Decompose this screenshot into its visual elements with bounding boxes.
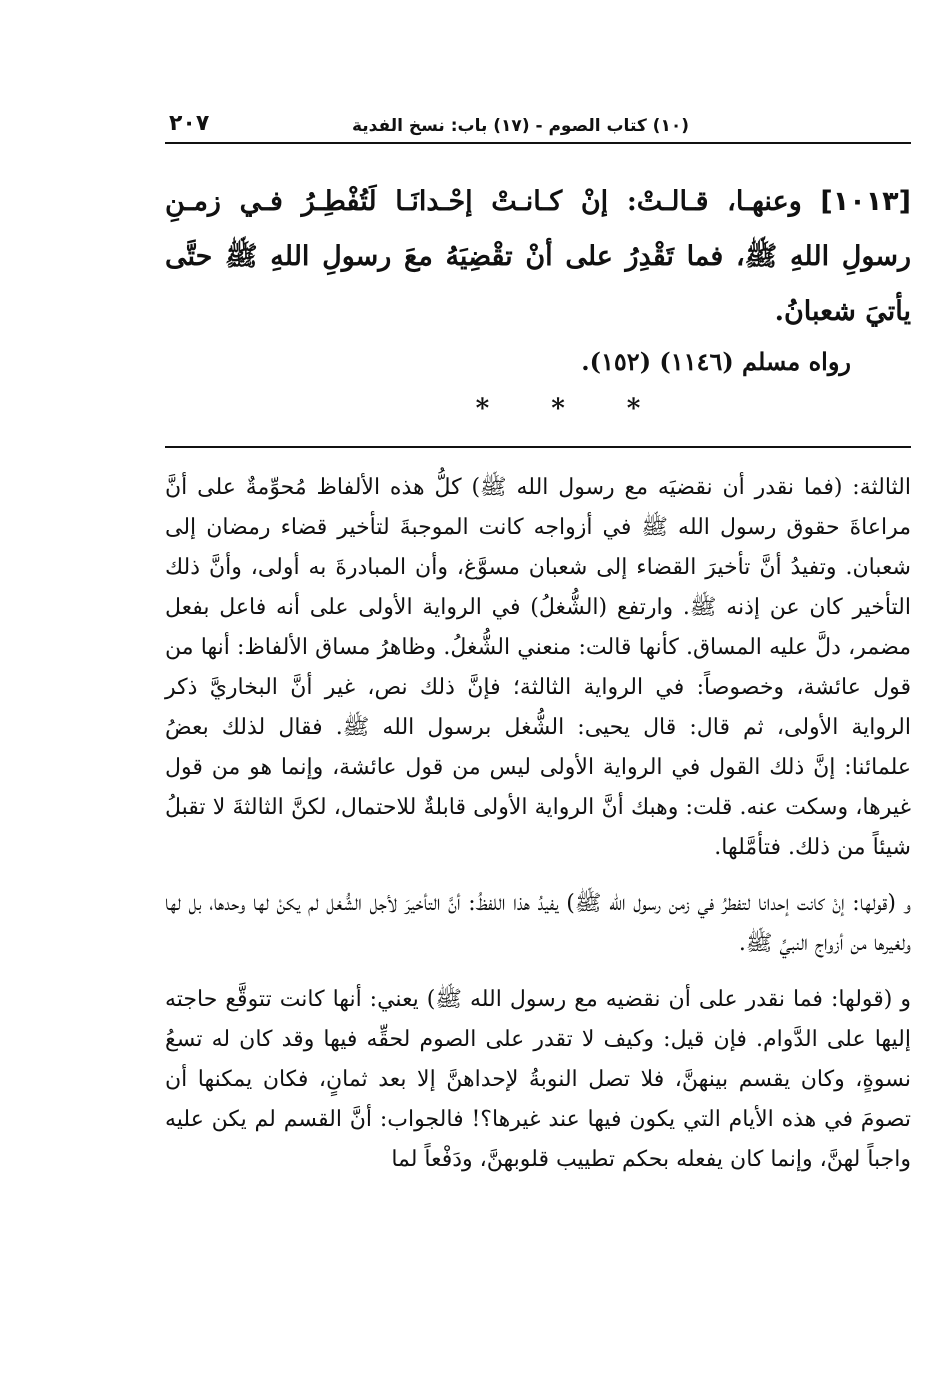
page-header <box>165 100 911 144</box>
hadith-number: [١٠١٣] <box>820 186 911 217</box>
commentary-paragraph: و (قولها: فما نقدر على أن نقضيه مع رسول الله ﷺ) يعني: أنها كانت تتوقَّع حاجته إليها على الدَّوام. فإن قيل: وكيف لا تقدر على الصوم لحقِّه فيها وقد كان له تسعُ نسوةٍ، وكان يقسم بينهنَّ، فلا تصل النوبةُ لإحداهنَّ إلا بعد ثمانٍ، فكان يمكنها أن تصومَ في هذه الأيام التي يكون فيها عند غيرها؟! فالجواب: أنَّ القسم لم يكن عليه واجباً لهنَّ، وإنما كان يفعله بحكم تطييب قلوبهنَّ، ودَفْعاً لما <box>165 987 911 1172</box>
commentary-paragraph: و (قولها: إنْ كانت إحدانا لتفطرُ في زمن رسول الله ﷺ) يفيدُ هذا اللفظُ: أنَّ التأخيرَ لأجل الشُّغل لم يكنْ لها وحدها، بل لها ولغيرها من أزواج النبيِّ ﷺ. <box>165 891 911 956</box>
running-title: (١٠) كتاب الصوم - (١٧) باب: نسخ الفدية <box>351 116 689 136</box>
separator-star: * <box>475 394 490 424</box>
commentary-block <box>165 468 911 1180</box>
hadith-text: وعنهـا، قـالـتْ: إنْ كـانـتْ إحْـدانَـا لَتُفْطِـرُ فـي زمـنِ رسولِ اللهِ ﷺ، فما تَقْدِرُ على أنْ تقْضِيَهُ معَ رسولِ اللهِ ﷺ حتَّى يأتيَ شعبانُ. <box>165 186 911 327</box>
section-separator <box>165 394 911 424</box>
page-number: ٢٠٧ <box>169 111 210 136</box>
book-page <box>165 100 911 1360</box>
commentary-paragraph: الثالثة: (فما نقدر أن نقضيَه مع رسول الله ﷺ) كلُّ هذه الألفاظ مُحوِّمةٌ على أنَّ مراعاةَ حقوق رسول الله ﷺ في أزواجه كانت الموجبةَ لتأخير قضاء رمضان إلى شعبان. وتفيدُ أنَّ تأخيرَ القضاء إلى شعبان مسوَّغ، وأن المبادرةَ به أولى، وأنَّ ذلك التأخير كان عن إذنه ﷺ. وارتفع (الشُّغلُ) في الرواية الأولى على أنه فاعل بفعل مضمر، دلَّ عليه المساق. كأنها قالت: منعني الشُّغلُ. وظاهرُ مساق الألفاظ: أنها من قول عائشة، وخصوصاً: في الرواية الثالثة؛ فإنَّ ذلك نص، غير أنَّ البخاريَّ ذكر الرواية الأولى، ثم قال: قال يحيى: الشُّغل برسول الله ﷺ. فقال لذلك بعضُ علمائنا: إنَّ ذلك القول في الرواية الأولى ليس من قول عائشة، وإنما هو من قول غيرها، وسكت عنه. قلت: وهبك أنَّ الرواية الأولى قابلةٌ للاحتمال، لكنَّ الثالثةَ لا تقبلُ شيئاً من ذلك. فتأمَّلها. <box>165 475 911 860</box>
hadith-text-block <box>165 174 911 339</box>
hadith-source: رواه مسلم (١١٤٦) (١٥٢). <box>581 347 851 376</box>
separator-star: * <box>551 394 565 424</box>
separator-star: * <box>626 394 641 424</box>
commentary-divider <box>165 446 911 448</box>
